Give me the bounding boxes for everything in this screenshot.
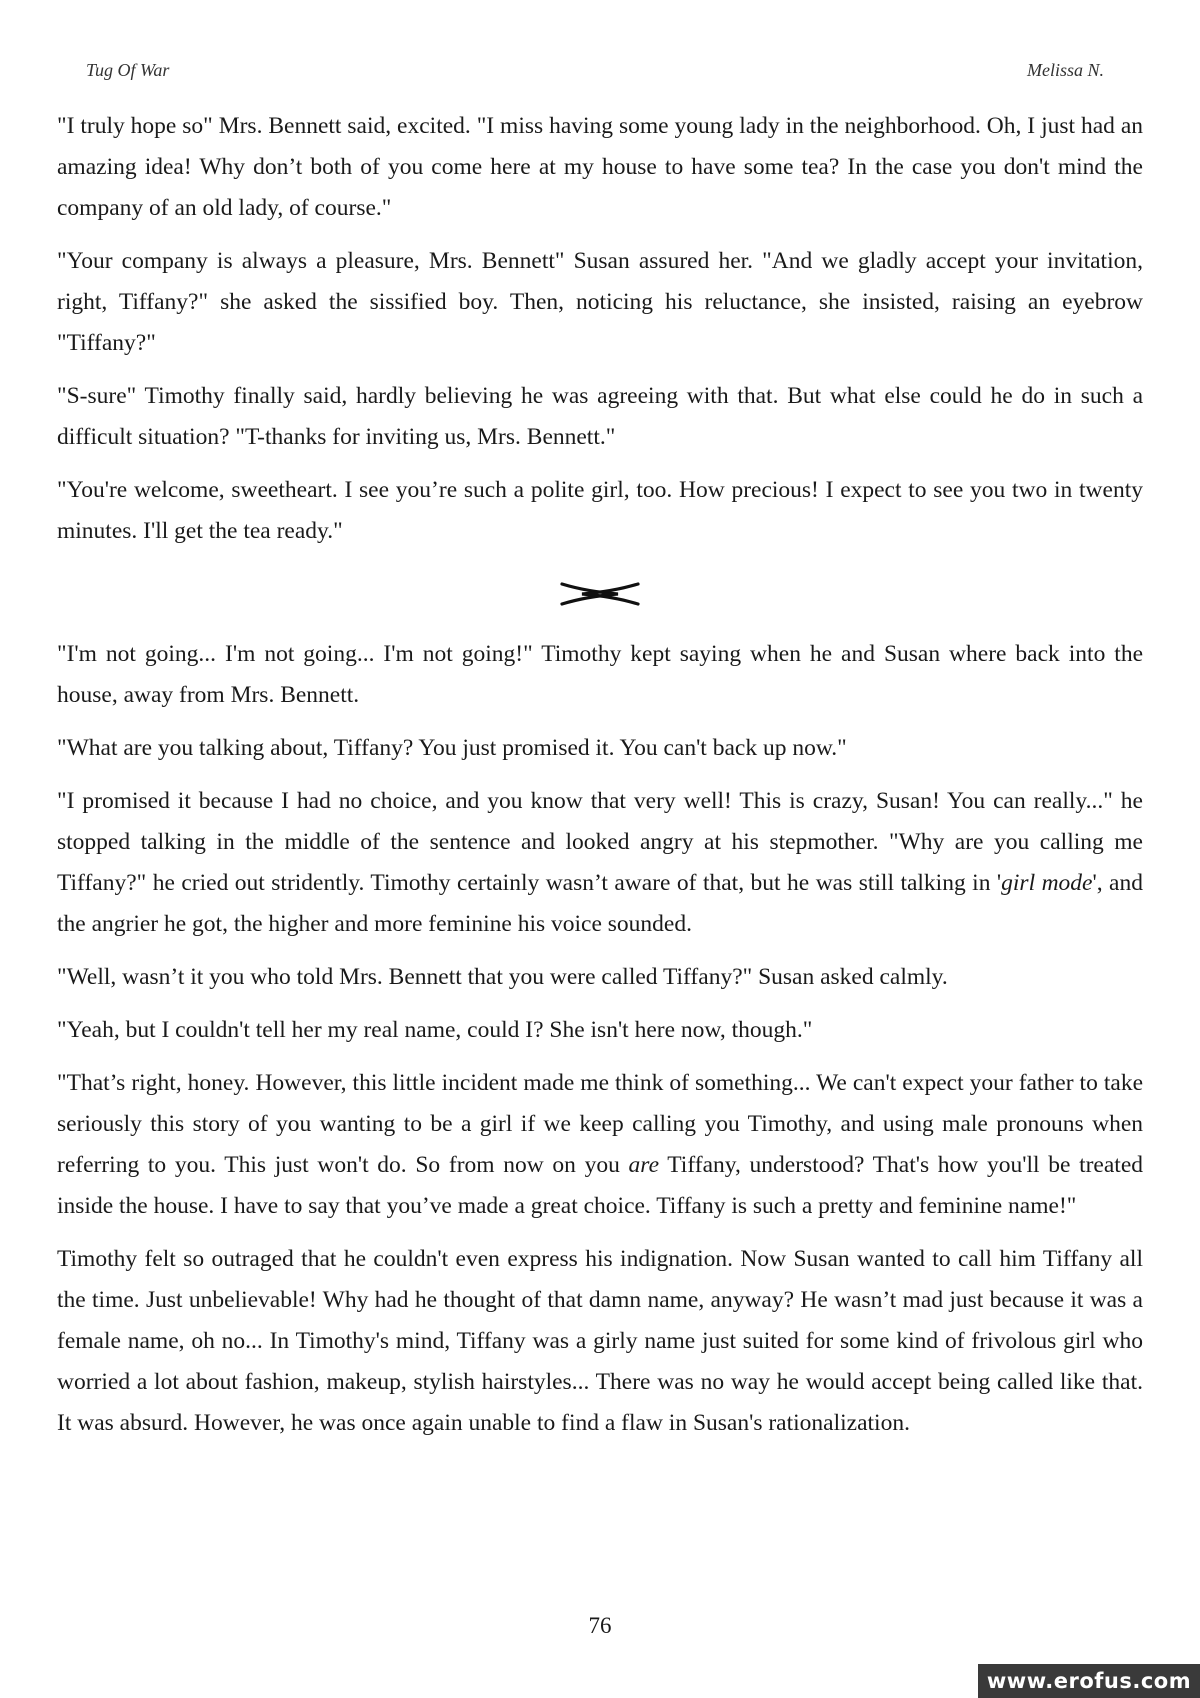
text-run: "I promised it because I had no choice, and you know that very well! This is crazy, Susan! You can really..." he stopped talking in the middle of the sentence and looked angry at his stepmother. "Why are you calling me Tiffany?" he cried out stridently. Timothy certainly wasn’t aware of that, but he was still talking in ' <box>57 788 1143 896</box>
paragraph: "Well, wasn’t it you who told Mrs. Bennett that you were called Tiffany?" Susan asked calmly. <box>57 964 948 990</box>
paragraph: "I'm not going... I'm not going... I'm not going!" Timothy kept saying when he and Susan where back into the house, away from Mrs. Bennett. <box>57 641 1143 708</box>
watermark: www.erofus.com <box>978 1664 1200 1698</box>
paragraph: "S-sure" Timothy finally said, hardly believing he was agreeing with that. But what else could he do in such a difficult situation? "T-thanks for inviting us, Mrs. Bennett." <box>57 383 1143 450</box>
italic-text: girl mode <box>1001 870 1093 896</box>
page-number: 76 <box>588 1613 612 1638</box>
paragraph: "I truly hope so" Mrs. Bennett said, excited. "I miss having some young lady in the neighborhood. Oh, I just had an amazing idea! Why don’t both of you come here at my house to have some tea? In the case you don't mind the company of an old lady, of course." <box>57 113 1143 221</box>
paragraph: Timothy felt so outraged that he couldn't even express his indignation. Now Susan wanted to call him Tiffany all the time. Just unbelievable! Why had he thought of that damn name, anyway? He wasn’t mad just because it was a female name, oh no... In Timothy's mind, Tiffany was a girly name just suited for some kind of frivolous girl who worried a lot about fashion, makeup, stylish hairstyles... There was no way he would accept being called like that. It was absurd. However, he was once again unable to find a flaw in Susan's rationalization. <box>57 1246 1143 1436</box>
paragraph: "Yeah, but I couldn't tell her my real name, could I? She isn't here now, though." <box>57 1017 813 1043</box>
paragraph <box>57 1063 1143 1227</box>
author-name: Melissa N. <box>1026 60 1104 80</box>
paragraph: "Your company is always a pleasure, Mrs. Bennett" Susan assured her. "And we gladly accept your invitation, right, Tiffany?" she asked the sissified boy. Then, noticing his reluctance, she insisted, raising an eyebrow "Tiffany?" <box>57 248 1143 356</box>
italic-text: are <box>628 1152 660 1178</box>
book-title: Tug Of War <box>86 60 170 80</box>
text-run: ', and the angrier he got, the higher and more feminine his voice sounded. <box>57 870 1143 937</box>
scene-break-icon <box>560 581 640 607</box>
paragraph <box>57 781 1143 945</box>
text-run: Tiffany, understood? That's how you'll be treated inside the house. I have to say that you’ve made a great choice. Tiffany is such a pretty and feminine name!" <box>57 1152 1143 1219</box>
paragraph: "What are you talking about, Tiffany? You just promised it. You can't back up now." <box>57 735 847 761</box>
scene-break-divider <box>57 564 1143 624</box>
text-run: "That’s right, honey. However, this little incident made me think of something... We can't expect your father to take seriously this story of you wanting to be a girl if we keep calling you Timothy, and using male pronouns when referring to you. This just won't do. So from now on you <box>57 1070 1143 1178</box>
paragraph: "You're welcome, sweetheart. I see you’re such a polite girl, too. How precious! I expect to see you two in twenty minutes. I'll get the tea ready." <box>57 477 1143 544</box>
page-body <box>57 106 1143 1456</box>
